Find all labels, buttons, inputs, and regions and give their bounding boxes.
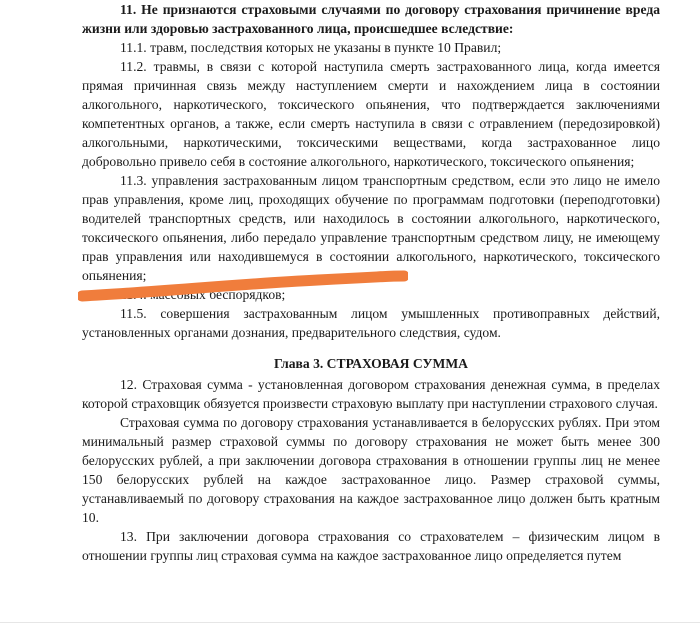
chapter-heading: Глава 3. СТРАХОВАЯ СУММА <box>274 356 468 371</box>
item-11-3: 11.3. управления застрахованным лицом транспортным средством, если это лицо не имело прав управления, кроме лиц, проходящих обучение по программам подготовки (переподготовки) водителей транспортных средств, или находилось в состоянии алкогольного, наркотического, токсического опьянения, либо передало управление транспортным средством лицу, не имеющему прав управления или находившемуся в состоянии алкогольного, наркотического, токсического опьянения; <box>82 173 660 283</box>
item-13: 13. При заключении договора страхования со страхователем – физическим лицом в отношении группы лиц страховая сумма на каждое застрахованное лицо определяется путем <box>82 529 660 563</box>
item-11-5: 11.5. совершения застрахованным лицом умышленных противоправных действий, установленных органами дознания, предварительного следствия, судом. <box>82 306 660 340</box>
orange-highlight-stroke <box>78 266 408 306</box>
item-11-heading: 11. Не признаются страховыми случаями по договору страхования причинение вреда жизни или здоровью застрахованного лица, происшедшее вследствие: <box>82 2 660 36</box>
page-bottom-divider <box>0 622 700 623</box>
item-12: 12. Страховая сумма - установленная договором страхования денежная сумма, в пределах которой страховщик обязуется произвести страховую выплату при наступлении страхового случая. <box>82 377 660 411</box>
item-12-continued: Страховая сумма по договору страхования устанавливается в белорусских рублях. При этом минимальный размер страховой суммы по договору страхования не может быть менее 300 белорусских рублей, а при заключении договора страхования в отношении группы лиц не менее 150 белорусских рублей на каждое застрахованное лицо. Размер страховой суммы, устанавливаемый по договору страхования на каждое застрахованное лицо должен быть кратным 10. <box>82 415 660 525</box>
item-11-1: 11.1. травм, последствия которых не указаны в пункте 10 Правил; <box>120 40 502 55</box>
item-11-2: 11.2. травмы, в связи с которой наступила смерть застрахованного лица, когда имеется прямая причинная связь между наступлением смерти и нахождением лица в состоянии алкогольного, наркотического, токсического опьянения, что подтверждается заключениями компетентных органов, а также, если смерть наступила в связи с отравлением (передозировкой) алкогольными, наркотическими, токсическими веществами, когда застрахованное лицо добровольно привело себя в состояние алкогольного, наркотического, токсического опьянения; <box>82 59 660 169</box>
item-11-4: 11.4. массовых беспорядков; <box>120 287 286 302</box>
